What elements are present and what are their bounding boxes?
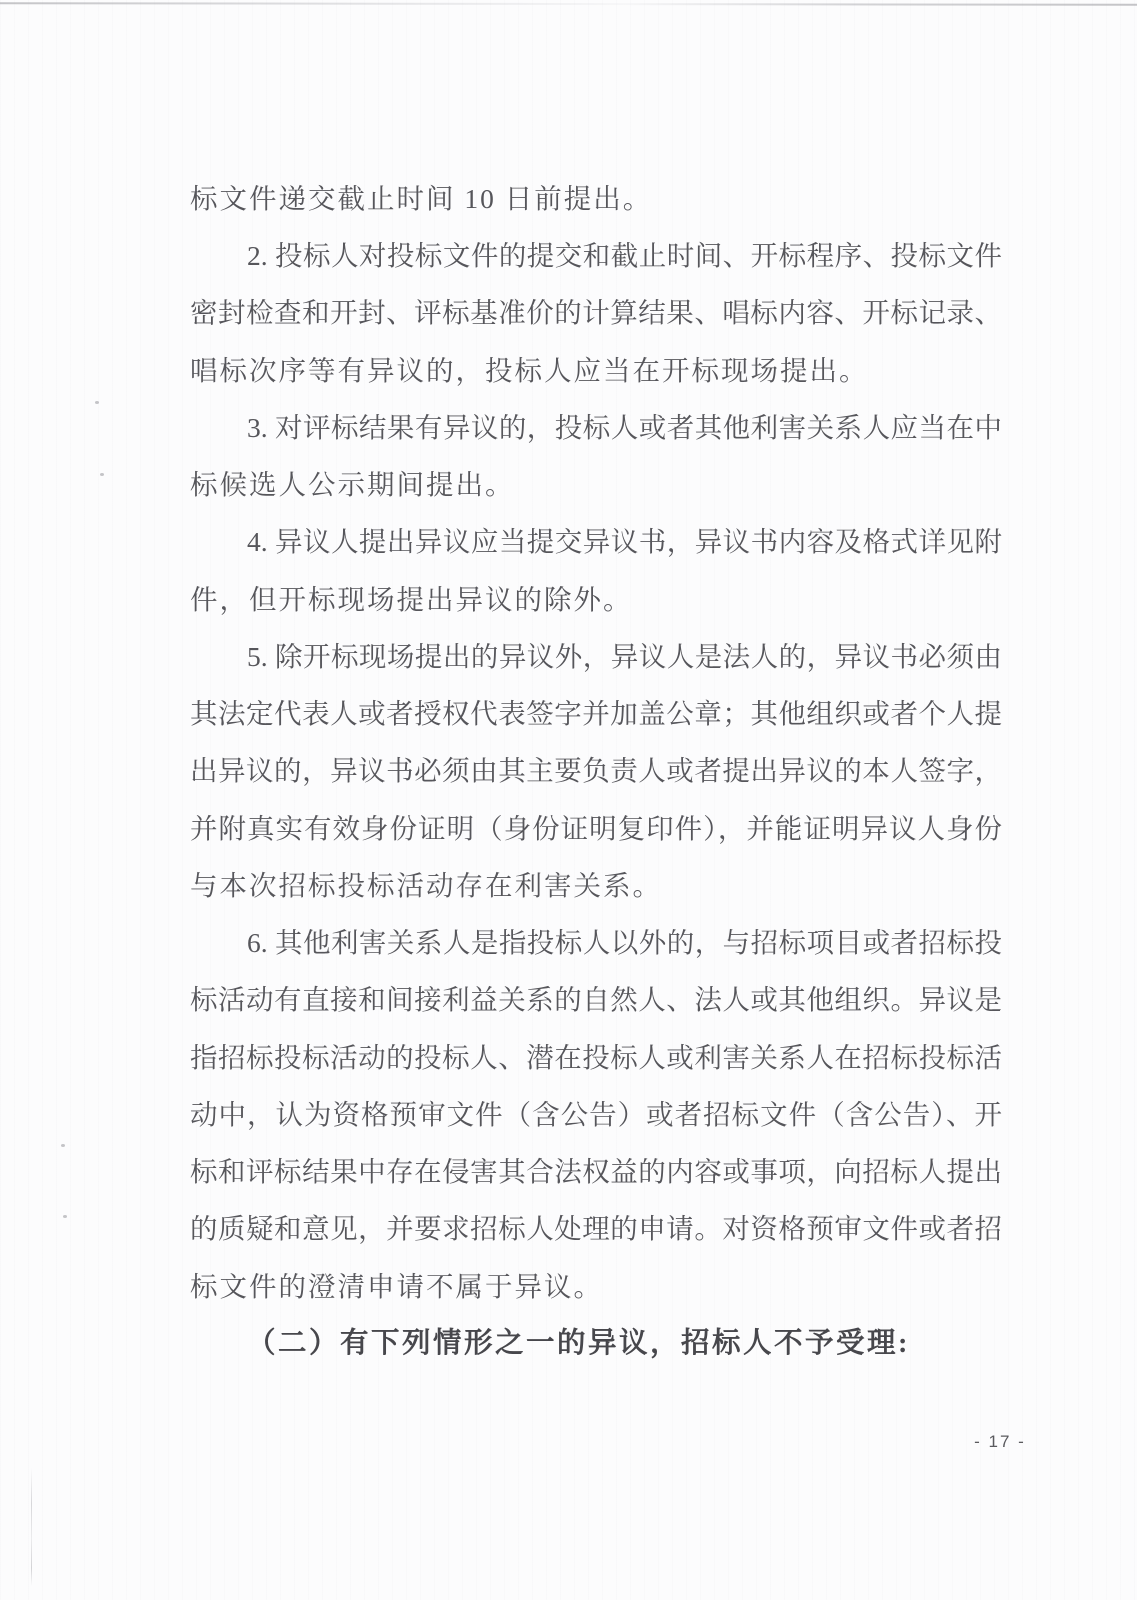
text-line: 出异议的，异议书必须由其主要负责人或者提出异议的本人签字， [190,755,1002,786]
text-line: 密封检查和开封、评标基准价的计算结果、唱标内容、开标记录、 [190,297,1002,328]
text-line: 标活动有直接和间接利益关系的自然人、法人或其他组织。异议是 [190,984,1002,1015]
text-line: 6. 其他利害关系人是指投标人以外的，与招标项目或者招标投 [247,927,1002,958]
text-line: 的质疑和意见，并要求招标人处理的申请。对资格预审文件或者招 [190,1213,1002,1244]
scan-edge-artifact [0,2,1137,6]
text-line: 4. 异议人提出异议应当提交异议书，异议书内容及格式详见附 [247,526,1002,557]
text-line: 5. 除开标现场提出的异议外，异议人是法人的，异议书必须由 [247,641,1002,672]
section-heading: （二）有下列情形之一的异议，招标人不予受理: [247,1328,910,1359]
text-line: 标和评标结果中存在侵害其合法权益的内容或事项，向招标人提出 [190,1156,1002,1187]
text-line: 2. 投标人对投标文件的提交和截止时间、开标程序、投标文件 [247,240,1002,271]
text-line: 标文件的澄清申请不属于异议。 [190,1271,603,1302]
page-number: - 17 - [974,1432,1026,1451]
text-line: 动中，认为资格预审文件（含公告）或者招标文件（含公告）、开 [190,1099,1002,1130]
text-line: 标文件递交截止时间 10 日前提出。 [190,183,653,214]
text-line: 件，但开标现场提出异议的除外。 [190,584,633,615]
scan-speck [100,473,104,476]
scan-scratch-artifact [31,1468,32,1586]
scan-speck [95,401,99,404]
text-line: 3. 对评标结果有异议的，投标人或者其他利害关系人应当在中 [247,412,1002,443]
text-line: 指招标投标活动的投标人、潜在投标人或利害关系人在招标投标活 [190,1042,1002,1073]
text-line: 标候选人公示期间提出。 [190,469,515,500]
scan-speck [61,1144,65,1147]
text-line: 唱标次序等有异议的，投标人应当在开标现场提出。 [190,355,869,386]
text-line: 并附真实有效身份证明（身份证明复印件），并能证明异议人身份 [190,813,1002,844]
scan-speck [63,1215,67,1218]
text-line: 其法定代表人或者授权代表签字并加盖公章；其他组织或者个人提 [190,698,1002,729]
text-line: 与本次招标投标活动存在利害关系。 [190,870,662,901]
